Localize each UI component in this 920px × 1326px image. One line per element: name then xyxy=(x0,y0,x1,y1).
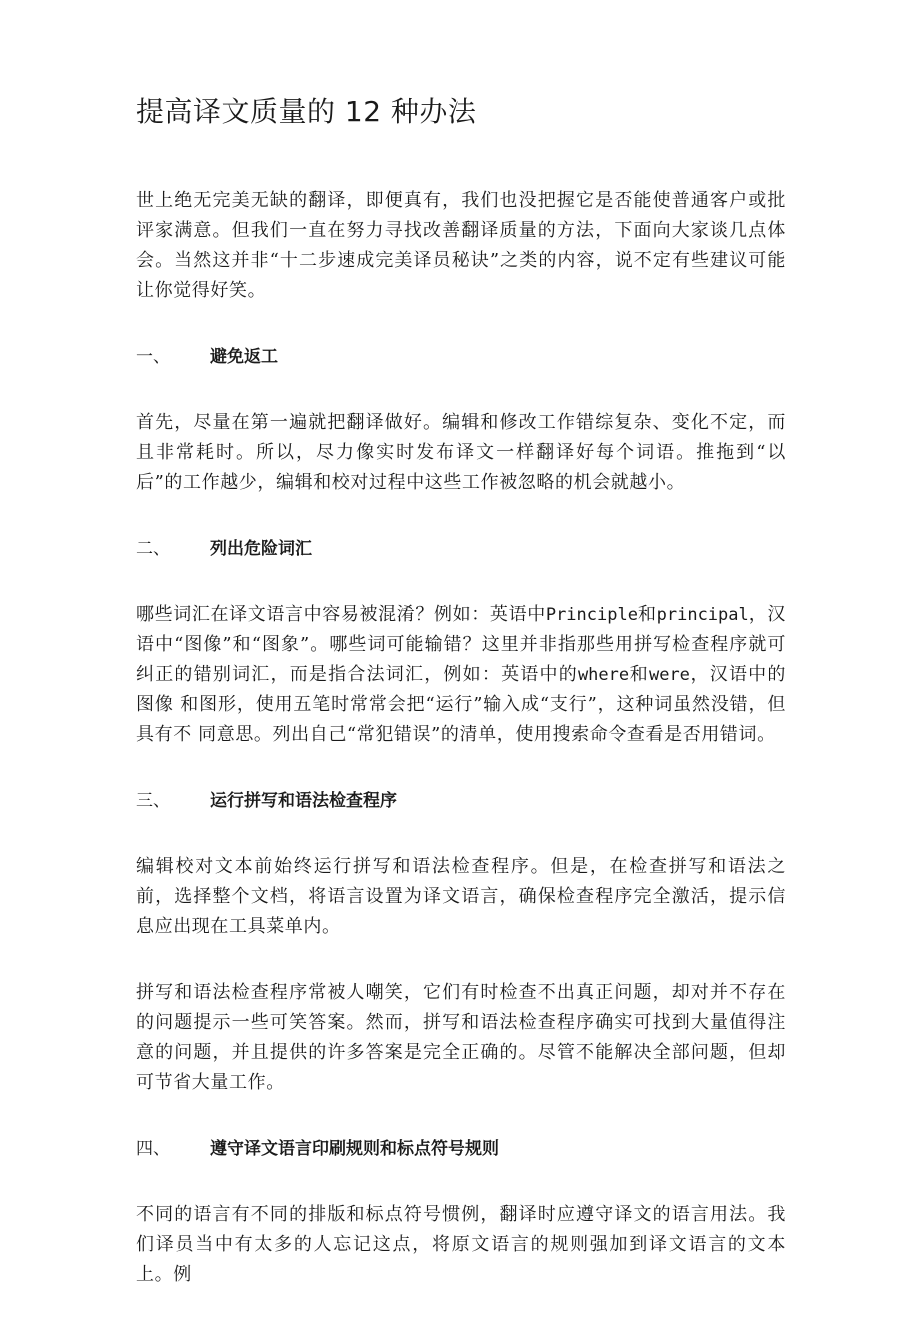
section-3-paragraph-2: 拼写和语法检查程序常被人嘲笑，它们有时检查不出真正问题，却对并不存在的问题提示一些可笑答案。然而，拼写和语法检查程序确实可找到大量值得注意的问题，并且提供的许多答案是完全正确的。尽管不能解决全部问题，但却可节省大量工作。 xyxy=(136,982,786,1093)
document-title: 提高译文质量的 12 种办法 xyxy=(136,95,477,128)
text-run: 和 xyxy=(629,664,649,685)
section-heading-2 xyxy=(136,534,786,564)
section-heading-3 xyxy=(136,786,786,816)
section-heading-4 xyxy=(136,1134,786,1164)
intro-paragraph: 世上绝无完美无缺的翻译，即便真有，我们也没把握它是否能使普通客户或批评家满意。但我们一直在努力寻找改善翻译质量的方法，下面向大家谈几点体会。当然这并非“十二步速成完美译员秘诀”之类的内容，说不定有些建议可能让你觉得好笑。 xyxy=(136,190,786,301)
text-run: 哪些词汇在译文语言中容易被混淆？例如：英语中 xyxy=(136,604,546,625)
section-title: 遵守译文语言印刷规则和标点符号规则 xyxy=(210,1139,499,1159)
section-number: 一、 xyxy=(136,347,170,367)
section-title: 避免返工 xyxy=(210,347,278,367)
section-title: 列出危险词汇 xyxy=(210,539,312,559)
english-word: Principle xyxy=(545,605,638,625)
section-number: 三、 xyxy=(136,791,170,811)
section-3-paragraph-1: 编辑校对文本前始终运行拼写和语法检查程序。但是，在检查拼写和语法之前，选择整个文档，将语言设置为译文语言，确保检查程序完全激活，提示信息应出现在工具菜单内。 xyxy=(136,856,786,937)
section-number: 二、 xyxy=(136,539,170,559)
document-page xyxy=(136,90,786,1326)
english-word: were xyxy=(648,665,690,685)
section-4-paragraph: 不同的语言有不同的排版和标点符号惯例，翻译时应遵守译文的语言用法。我们译员当中有太多的人忘记这点，将原文语言的规则强加到译文语言的文本上。例 xyxy=(136,1204,786,1285)
english-word: where xyxy=(577,665,630,685)
section-1-paragraph: 首先，尽量在第一遍就把翻译做好。编辑和修改工作错综复杂、变化不定，而且非常耗时。所以，尽力像实时发布译文一样翻译好每个词语。推拖到“以后”的工作越少，编辑和校对过程中这些工作被忽略的机会就越小。 xyxy=(136,412,786,493)
text-run: ，汉语中的图像 和图形，使用五笔时常常会把“运行”输入成“支行”，这种词虽然没错，但具有不 同意思。列出自己“常犯错误”的清单，使用搜索命令查看是否用错词。 xyxy=(136,664,786,745)
section-heading-1 xyxy=(136,342,786,372)
section-title: 运行拼写和语法检查程序 xyxy=(210,791,397,811)
text-run: 和 xyxy=(637,604,657,625)
section-2-paragraph xyxy=(136,600,786,750)
section-number: 四、 xyxy=(136,1139,170,1159)
text-run: ，汉语中“图像”和“图象”。哪些词可能输错？这里并非指那些用拼写检查程序就可纠正的错别词汇，而是指合法词汇，例如：英语中的 xyxy=(136,604,787,685)
english-word: principal xyxy=(656,605,749,625)
